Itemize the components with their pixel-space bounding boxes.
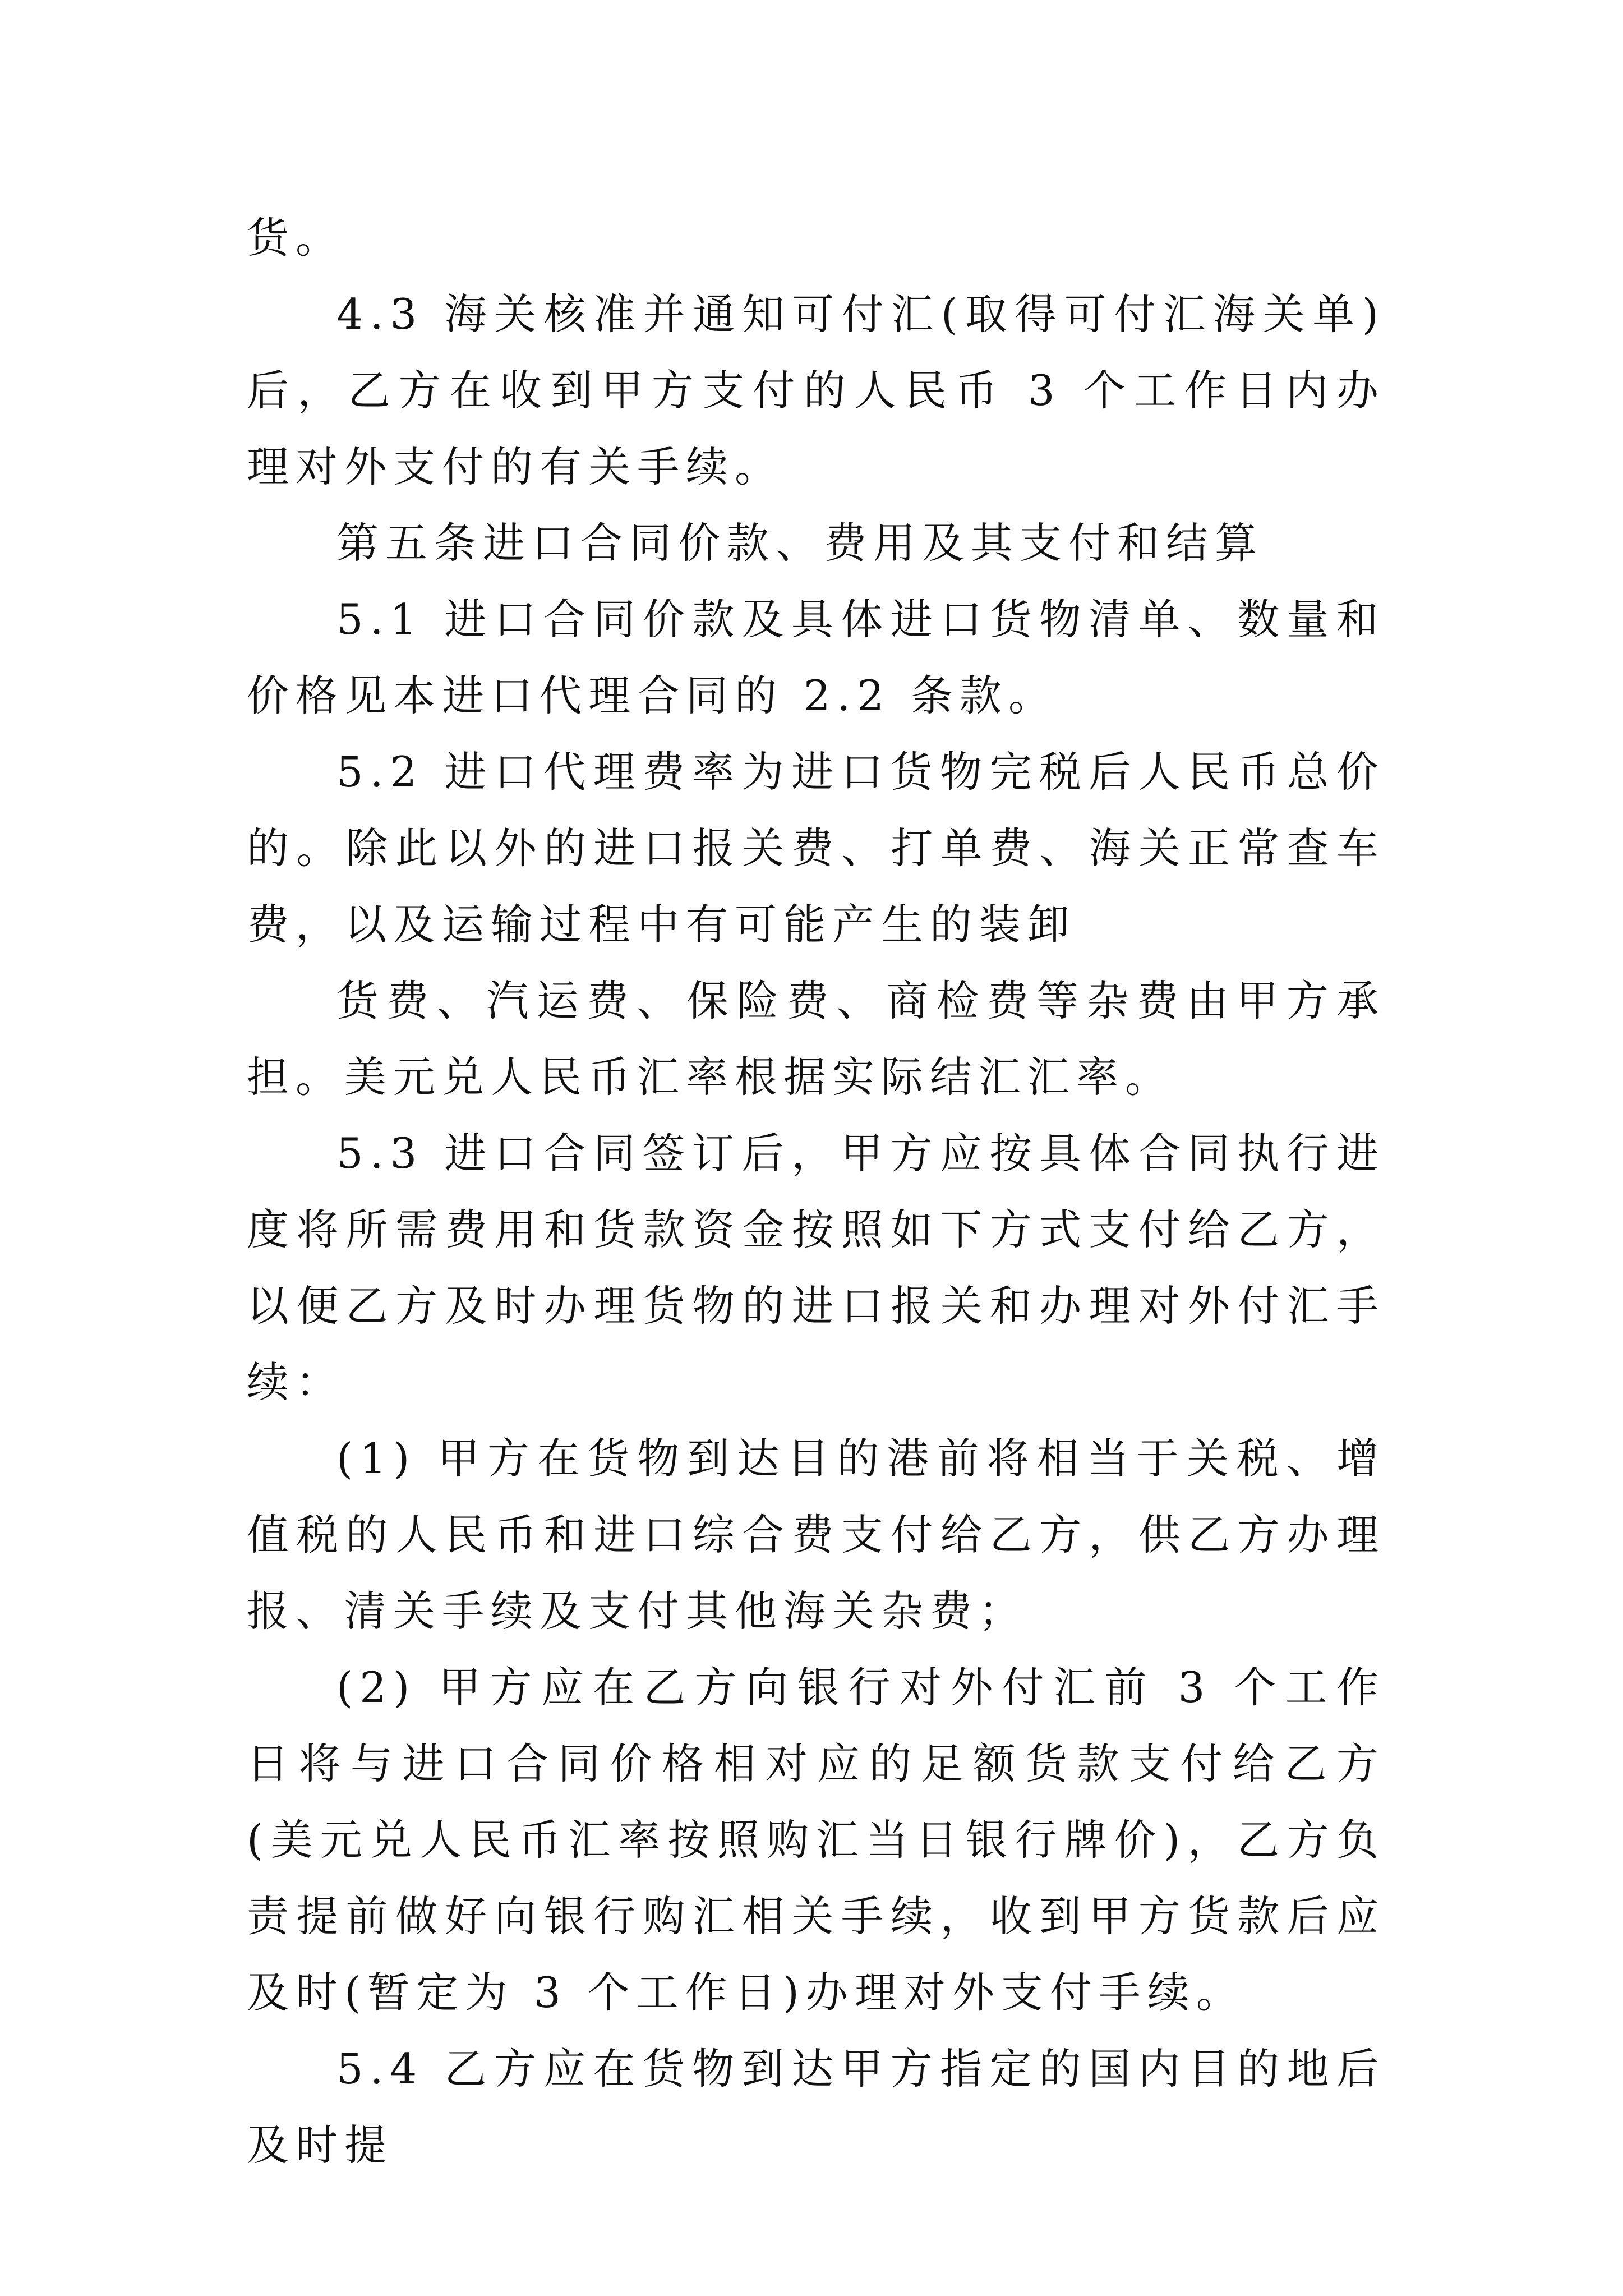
clause-5-1: 5.1 进口合同价款及具体进口货物清单、数量和价格见本进口代理合同的 2.2 条款。 xyxy=(247,595,1385,720)
paragraph-continuation: 货。 xyxy=(247,213,345,263)
clause-5-2: 5.2 进口代理费率为进口货物完税后人民币总价的。除此以外的进口报关费、打单费、海关正常查车费，以及运输过程中有可能产生的装卸 xyxy=(247,747,1385,949)
clause-5-3-item-1: (1) 甲方在货物到达目的港前将相当于关税、增值税的人民币和进口综合费支付给乙方，供乙方办理报、清关手续及支付其他海关杂费； xyxy=(247,1434,1385,1636)
clause-5-4: 5.4 乙方应在货物到达甲方指定的国内目的地后及时提 xyxy=(247,2044,1385,2170)
clause-5-3-item-2: (2) 甲方应在乙方向银行对外付汇前 3 个工作日将与进口合同价格相对应的足额货款支付给乙方(美元兑人民币汇率按照购汇当日银行牌价)，乙方负责提前做好向银行购汇相关手续，收到甲方货款后应及时(暂定为 3 个工作日)办理对外支付手续。 xyxy=(247,1663,1385,2017)
clause-5-3: 5.3 进口合同签订后，甲方应按具体合同执行进度将所需费用和货款资金按照如下方式支付给乙方，以便乙方及时办理货物的进口报关和办理对外付汇手续： xyxy=(247,1129,1385,1407)
clause-5-2-continued: 货费、汽运费、保险费、商检费等杂费由甲方承担。美元兑人民币汇率根据实际结汇汇率。 xyxy=(247,976,1385,1102)
document-body xyxy=(247,200,1385,2183)
clause-4-3: 4.3 海关核准并通知可付汇(取得可付汇海关单)后，乙方在收到甲方支付的人民币 3 个工作日内办理对外支付的有关手续。 xyxy=(247,289,1385,491)
article-5-heading: 第五条进口合同价款、费用及其支付和结算 xyxy=(336,518,1264,568)
